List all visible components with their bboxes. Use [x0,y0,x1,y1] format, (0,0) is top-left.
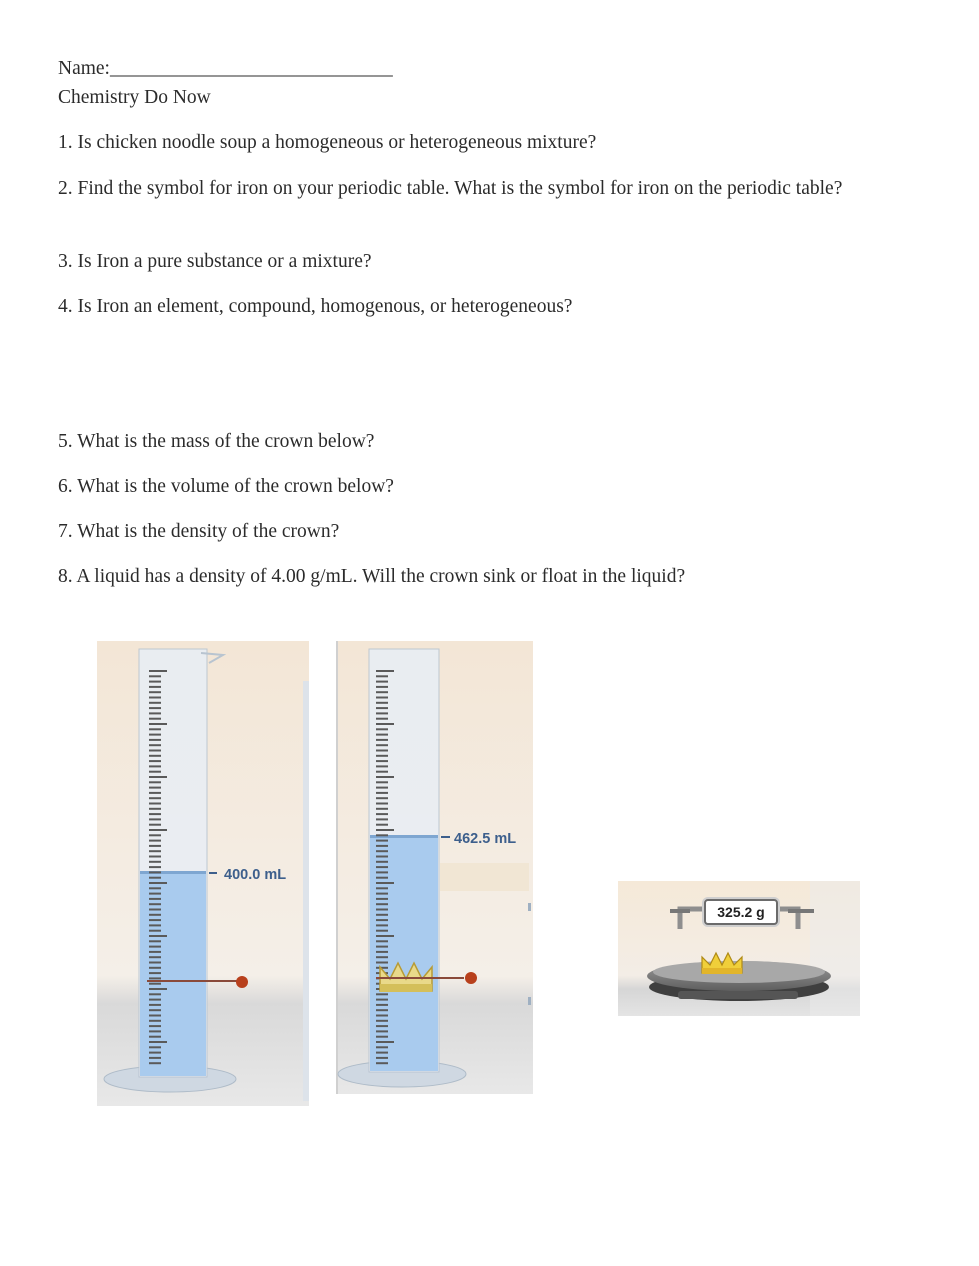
mass-reading: 325.2 g [704,899,778,925]
graduated-cylinder-with-crown-image [336,641,533,1094]
volume-reading: 462.5 mL [454,831,517,847]
question-6: 6. What is the volume of the crown below? [58,476,394,497]
worksheet-subtitle: Chemistry Do Now [58,87,211,108]
pointer-ball [236,976,248,988]
question-2: 2. Find the symbol for iron on your periodic table. What is the symbol for iron on the periodic table? [58,178,843,199]
volume-reading: 400.0 mL [224,867,287,883]
scale-image [618,881,860,1016]
question-5: 5. What is the mass of the crown below? [58,431,375,452]
question-3: 3. Is Iron a pure substance or a mixture? [58,251,372,272]
question-8: 8. A liquid has a density of 4.00 g/mL. Will the crown sink or float in the liquid? [58,566,686,587]
question-7: 7. What is the density of the crown? [58,521,340,542]
pointer-ball [465,972,477,984]
graduated-cylinder-image [97,641,309,1106]
question-4: 4. Is Iron an element, compound, homogenous, or heterogeneous? [58,296,573,317]
question-1: 1. Is chicken noodle soup a homogeneous or heterogeneous mixture? [58,132,597,153]
name-field: Name:_____________________________ [58,58,393,79]
water-column [370,835,438,1071]
